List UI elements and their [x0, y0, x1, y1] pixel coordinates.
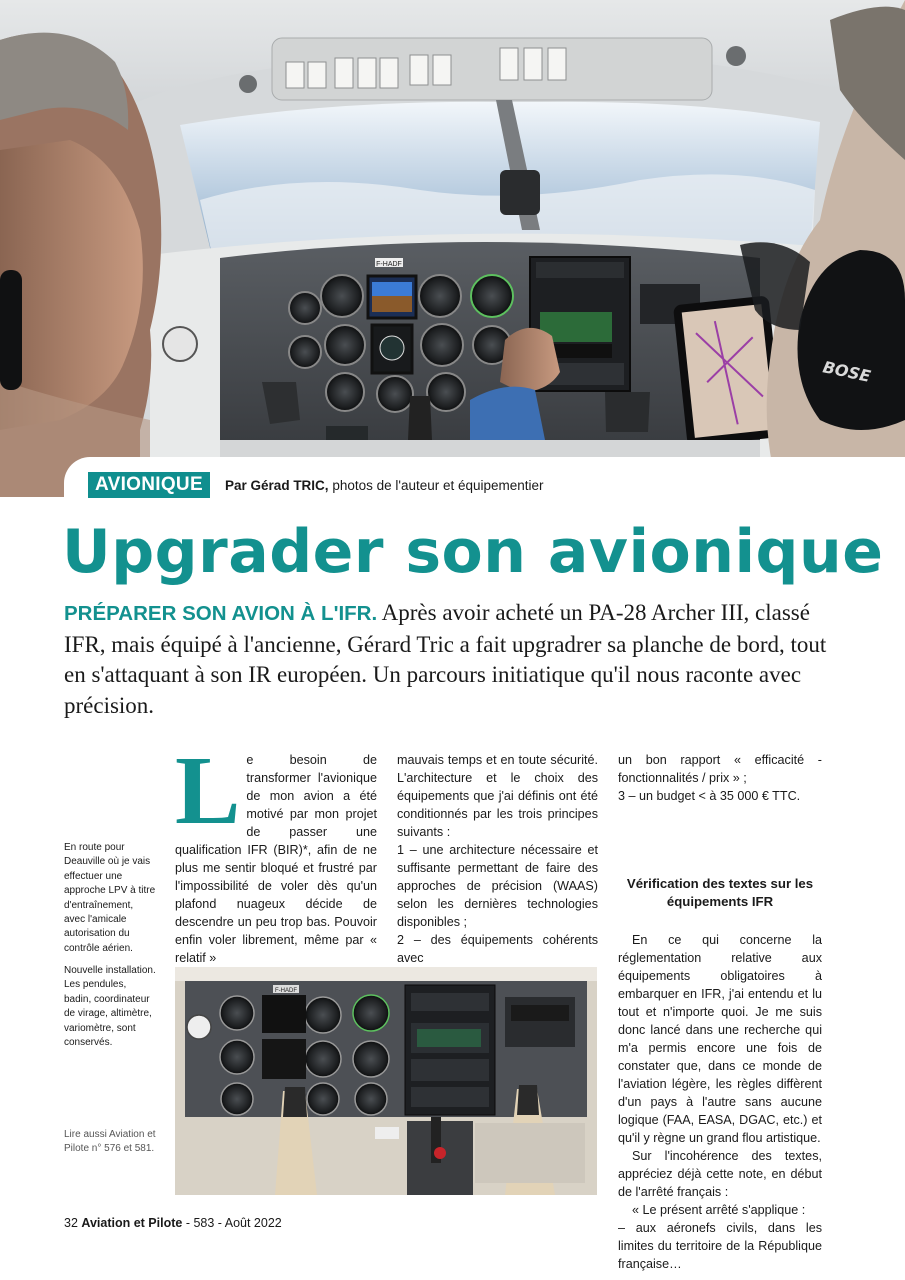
- byline-by: Par: [225, 478, 247, 493]
- caption-cockpit: En route pour Deauville où je vais effectuer une approche LPV à titre d'entraînement, avec l'amicale autorisation du contrôle aérien.: [64, 842, 156, 954]
- lead-kicker: PRÉPARER SON AVION À L'IFR.: [64, 602, 378, 625]
- headset-brand-label: BOSE: [821, 357, 873, 386]
- caption-see-also: Lire aussi Aviation et Pilote n° 576 et 581.: [64, 1129, 156, 1155]
- magazine-name: Aviation et Pilote: [81, 1216, 183, 1230]
- dropcap: L: [175, 737, 241, 845]
- panel-registration-label: F-HADF: [275, 988, 297, 994]
- byline-author: Gérad TRIC,: [250, 478, 329, 493]
- body-paragraph: un bon rapport « efficacité - fonctionnalités / prix » ;: [618, 753, 822, 785]
- body-paragraph: mauvais temps et en toute sécurité. L'architecture et le choix des équipements que j'ai définis ont été conditionnés par les trois principes suivants :: [397, 753, 598, 839]
- byline: [225, 477, 544, 495]
- instrument-panel-photo: [175, 967, 597, 1195]
- body-column-3: [618, 751, 822, 1273]
- body-paragraph: 3 – un budget < à 35 000 € TTC.: [618, 789, 801, 803]
- body-column-2: [397, 751, 598, 967]
- issue-info: - 583 - Août 2022: [185, 1216, 282, 1230]
- body-paragraph: 2 – des équipements cohérents avec: [397, 933, 598, 965]
- body-paragraph: « Le présent arrêté s'applique :: [632, 1203, 806, 1217]
- section-subhead: Vérification des textes sur les équipements IFR: [626, 876, 814, 909]
- body-paragraph: En ce qui concerne la réglementation relative aux équipements obligatoires à embarquer en IFR, j'ai entendu et lu tout et n'importe quoi. Je me suis donc lancé dans une recherche qui m'a permis encore une fois de constater que, dans ce monde de l'aviation légère, les règles diffèrent d'un pays à l'autre sans aucune logique (FAA, EASA, DGAC, etc.) et qu'il y règne un grand flou artistique.: [618, 933, 822, 1145]
- body-paragraph: – aux aéronefs civils, dans les limites du territoire de la République française…: [618, 1221, 822, 1271]
- body-column-1: [175, 737, 377, 967]
- article-lead: [64, 598, 834, 721]
- section-tag: AVIONIQUE: [88, 472, 210, 498]
- lead-text: Après avoir acheté un PA-28 Archer III, classé IFR, mais équipé à l'ancienne, Gérard Tric a fait upgradrer sa planche de bord, tout en s'attaquant à son IR européen. Un parcours initiatique qu'il nous raconte avec précision.: [64, 600, 827, 718]
- body-paragraph: 1 – une architecture nécessaire et suffisante permettant de faire des approches de précision (WAAS) selon les dernières technologies disponibles ;: [397, 843, 598, 929]
- body-paragraph: e besoin de transformer l'avionique de mon avion a été motivé par mon projet de passer une qualification IFR (BIR)*, afin de ne plus me sentir bloqué et frustré par l'impossibilité de voler dès qu'un plafond nuageux décide de descendre un peu trop bas. Pouvoir enfin voler librement, même par « relatif »: [175, 753, 377, 965]
- body-paragraph: Sur l'incohérence des textes, appréciez déjà cette note, en début de l'arrêté français :: [618, 1149, 822, 1199]
- byline-credits: photos de l'auteur et équipementier: [332, 478, 544, 493]
- cockpit-photo: [0, 0, 905, 497]
- article-title: Upgrader son avionique: [62, 517, 884, 587]
- page-footer: [64, 1215, 282, 1231]
- page-number: 32: [64, 1216, 78, 1230]
- cockpit-illustration: [0, 0, 905, 497]
- caption-panel: Nouvelle installation. Les pendules, badin, coordinateur de virage, altimètre, variomètre, sont conservés.: [64, 965, 156, 1049]
- registration-label: F-HADF: [376, 261, 402, 268]
- panel-illustration: [175, 967, 597, 1195]
